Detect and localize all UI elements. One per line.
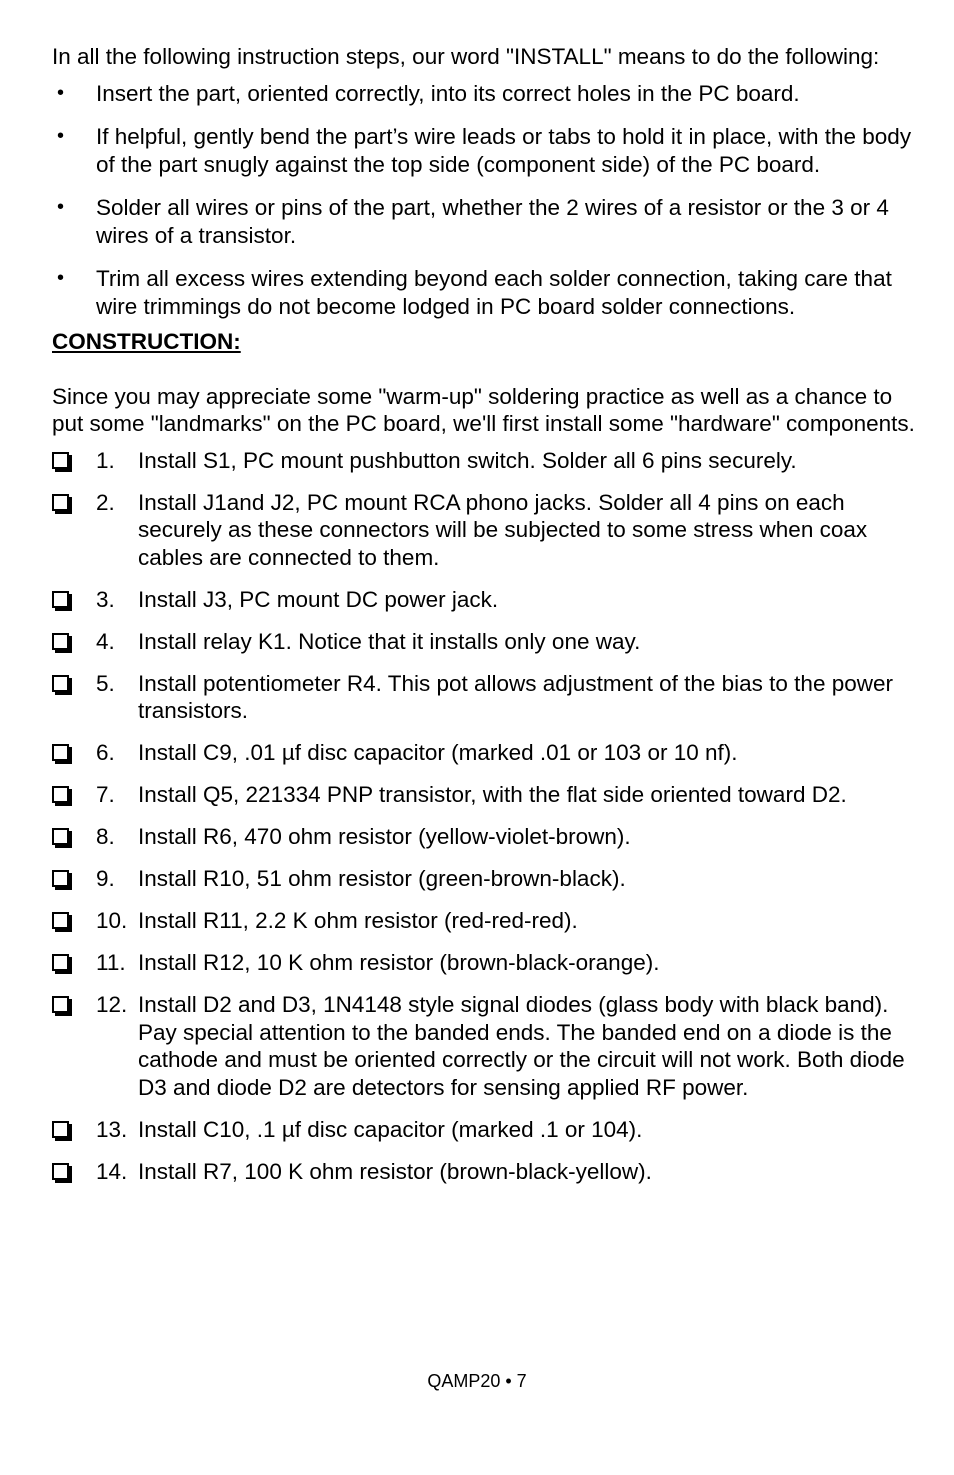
step-text: Install R12, 10 K ohm resistor (brown-black-orange). xyxy=(138,950,660,975)
step-number: 9. xyxy=(96,866,115,891)
step-checkbox[interactable] xyxy=(52,828,69,845)
step-checkbox[interactable] xyxy=(52,870,69,887)
step-checkbox[interactable] xyxy=(52,494,69,511)
bullet-item xyxy=(52,265,918,320)
step-checkbox[interactable] xyxy=(52,1121,69,1138)
step-text: Install J3, PC mount DC power jack. xyxy=(138,586,499,612)
step-item xyxy=(52,447,918,475)
step-item xyxy=(52,907,918,935)
step-item xyxy=(52,781,918,809)
step-text: Install R11, 2.2 K ohm resistor (red-red-red). xyxy=(138,908,578,933)
bullet-text: Insert the part, oriented correctly, into its correct holes in the PC board. xyxy=(96,80,800,106)
step-text: Install R6, 470 ohm resistor (yellow-violet-brown). xyxy=(138,824,631,849)
step-item xyxy=(52,739,918,767)
bullet-text: Trim all excess wires extending beyond each solder connection, taking care that wire trimmings do not become lodged in PC board solder connections. xyxy=(96,266,892,319)
bullet-icon: • xyxy=(57,81,65,104)
step-checkbox[interactable] xyxy=(52,744,69,761)
step-text: Install J1and J2, PC mount RCA phono jacks. Solder all 4 pins on each securely as these connectors will be subjected to some stress when coax cables are connected to them. xyxy=(138,489,868,570)
step-number: 7. xyxy=(96,782,115,807)
step-number: 12. xyxy=(96,992,128,1017)
step-number: 14. xyxy=(96,1158,128,1184)
step-number: 3. xyxy=(96,586,115,612)
step-text: Install R10, 51 ohm resistor (green-brown-black). xyxy=(138,866,626,891)
bullet-item xyxy=(52,194,918,249)
intro-text: In all the following instruction steps, our word "INSTALL" means to do the following: xyxy=(52,44,880,69)
bullet-icon: • xyxy=(57,125,65,147)
section-heading: CONSTRUCTION: xyxy=(52,329,241,354)
step-checkbox[interactable] xyxy=(52,786,69,803)
bullet-icon: • xyxy=(57,267,65,289)
step-number: 13. xyxy=(96,1116,128,1142)
step-number: 6. xyxy=(96,740,115,765)
document-page xyxy=(52,43,918,1185)
step-item xyxy=(52,865,918,893)
step-text: Install potentiometer R4. This pot allows adjustment of the bias to the power transistors. xyxy=(138,670,893,723)
step-item xyxy=(52,670,918,725)
step-number: 5. xyxy=(96,670,115,696)
section-intro-paragraph: Since you may appreciate some "warm-up" soldering practice as well as a chance to put some "landmarks" on the PC board, we'll first install some "hardware" components. xyxy=(52,383,915,436)
step-checkbox[interactable] xyxy=(52,675,69,692)
step-item xyxy=(52,628,918,656)
step-text: Install R7, 100 K ohm resistor (brown-black-yellow). xyxy=(138,1158,652,1184)
step-checkbox[interactable] xyxy=(52,1163,69,1180)
step-checkbox[interactable] xyxy=(52,633,69,650)
step-item xyxy=(52,1116,918,1144)
construction-steps-list xyxy=(52,447,918,1186)
bullet-icon: • xyxy=(57,196,65,218)
step-item xyxy=(52,823,918,851)
step-item xyxy=(52,586,918,614)
step-item xyxy=(52,1158,918,1186)
bullet-item xyxy=(52,123,918,178)
step-number: 10. xyxy=(96,908,128,933)
step-item xyxy=(52,991,918,1101)
step-number: 1. xyxy=(96,447,115,473)
step-number: 8. xyxy=(96,824,115,849)
install-definition-list xyxy=(52,80,918,321)
page-footer: QAMP20 • 7 xyxy=(427,1371,527,1391)
bullet-text: If helpful, gently bend the part’s wire leads or tabs to hold it in place, with the body of the part snugly against the top side (component side) of the PC board. xyxy=(96,124,912,177)
step-number: 11. xyxy=(96,950,126,975)
step-item xyxy=(52,949,918,977)
step-item xyxy=(52,489,918,572)
step-number: 4. xyxy=(96,628,115,654)
step-text: Install relay K1. Notice that it installs only one way. xyxy=(138,628,641,654)
step-checkbox[interactable] xyxy=(52,452,69,469)
step-number: 2. xyxy=(96,489,115,515)
step-text: Install C9, .01 µf disc capacitor (marked .01 or 103 or 10 nf). xyxy=(138,740,738,765)
step-checkbox[interactable] xyxy=(52,954,69,971)
step-text: Install Q5, 221334 PNP transistor, with the flat side oriented toward D2. xyxy=(138,782,847,807)
bullet-item xyxy=(52,80,918,108)
step-checkbox[interactable] xyxy=(52,591,69,608)
step-checkbox[interactable] xyxy=(52,912,69,929)
step-text: Install D2 and D3, 1N4148 style signal diodes (glass body with black band). Pay special attention to the banded ends. The banded end on a diode is the cathode and must be oriented correctly or the circuit will not work. Both diode D3 and diode D2 are detectors for sensing applied RF power. xyxy=(138,992,905,1100)
bullet-text: Solder all wires or pins of the part, whether the 2 wires of a resistor or the 3 or 4 wires of a transistor. xyxy=(96,195,889,248)
step-text: Install C10, .1 µf disc capacitor (marked .1 or 104). xyxy=(138,1116,643,1142)
step-text: Install S1, PC mount pushbutton switch. Solder all 6 pins securely. xyxy=(138,447,797,473)
step-checkbox[interactable] xyxy=(52,996,69,1013)
